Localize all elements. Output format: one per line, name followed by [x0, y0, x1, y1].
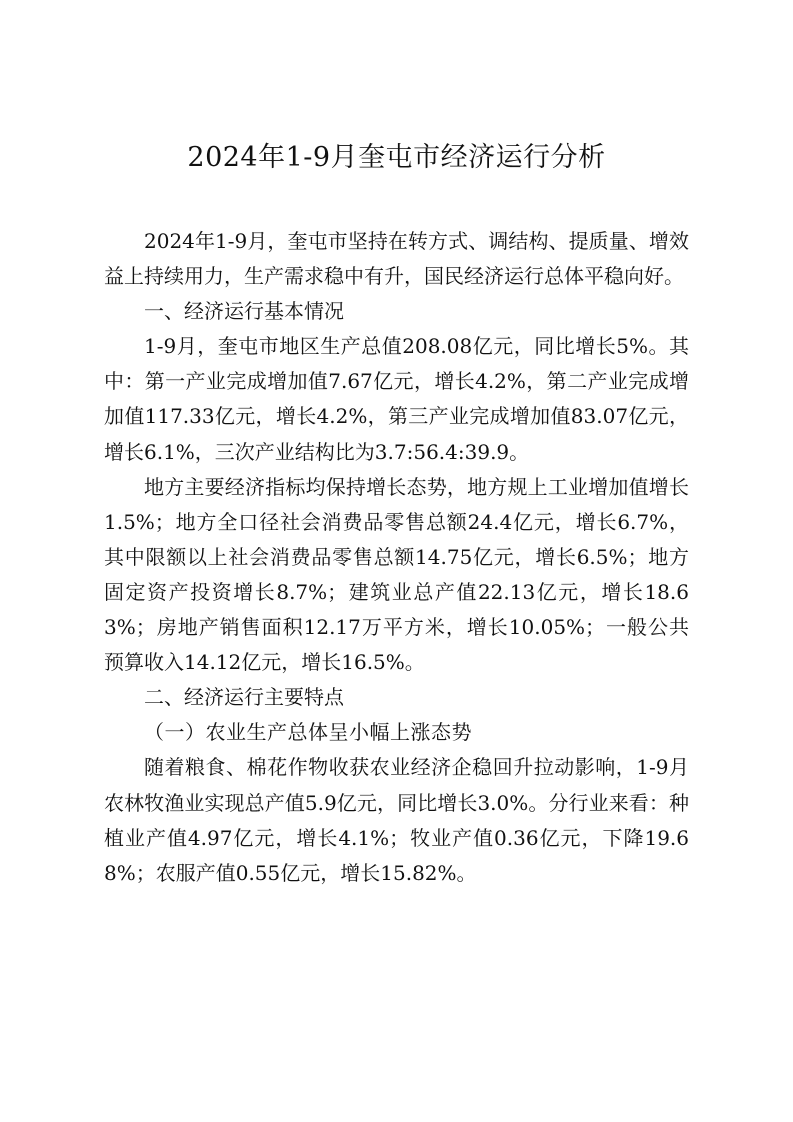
agriculture-paragraph: 随着粮食、棉花作物收获农业经济企稳回升拉动影响，1-9月农林牧渔业实现总产值5.9亿元，同比增长3.0%。分行业来看：种植业产值4.97亿元，增长4.1%；牧业产值0.36亿元，下降19.68%；农服产值0.55亿元，增长15.82%。 [104, 755, 689, 885]
gdp-paragraph: 1-9月，奎屯市地区生产总值208.08亿元，同比增长5%。其中：第一产业完成增加值7.67亿元，增长4.2%，第二产业完成增加值117.33亿元，增长4.2%，第三产业完成增加值83.07亿元，增长6.1%，三次产业结构比为3.7:56.4:39.9。 [104, 334, 689, 464]
intro-paragraph: 2024年1-9月，奎屯市坚持在转方式、调结构、提质量、增效益上持续用力，生产需求稳中有升，国民经济运行总体平稳向好。 [104, 229, 689, 289]
document-title: 2024年1-9月奎屯市经济运行分析 [187, 142, 606, 173]
indicators-paragraph: 地方主要经济指标均保持增长态势，地方规上工业增加值增长1.5%；地方全口径社会消费品零售总额24.4亿元，增长6.7%，其中限额以上社会消费品零售总额14.75亿元，增长6.5%；地方固定资产投资增长8.7%；建筑业总产值22.13亿元，增长18.63%；房地产销售面积12.17万平方米，增长10.05%；一般公共预算收入14.12亿元，增长16.5%。 [104, 474, 689, 675]
section-heading-main-features: 二、经济运行主要特点 [144, 685, 344, 710]
section-heading-basic-situation: 一、经济运行基本情况 [144, 299, 344, 324]
document-body [104, 224, 689, 891]
subsection-heading-agriculture: （一）农业生产总体呈小幅上涨态势 [144, 720, 472, 745]
